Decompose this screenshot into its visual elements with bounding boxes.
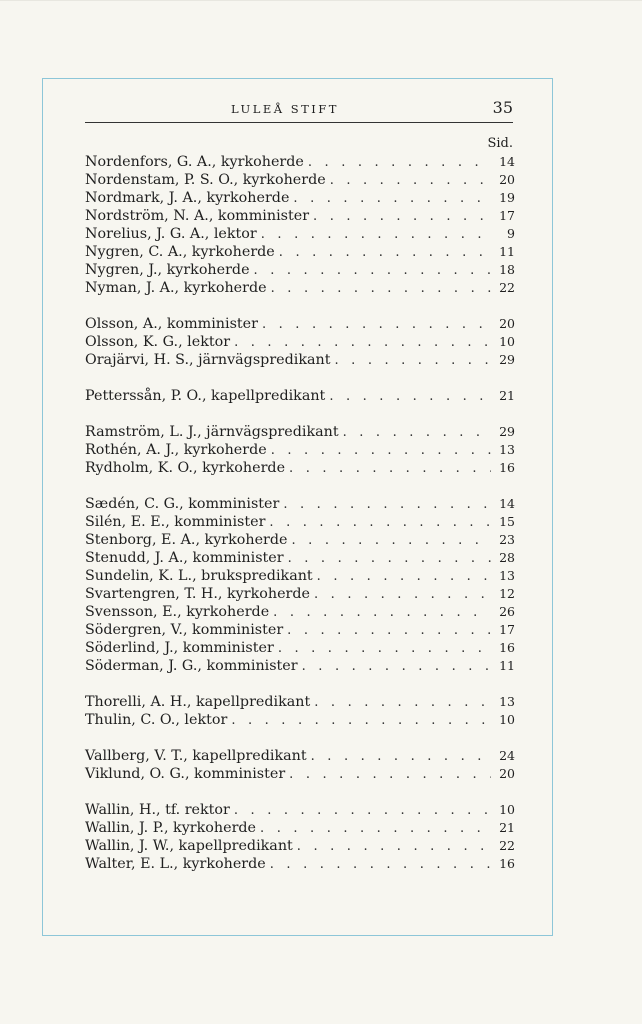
dot-leader [267, 280, 491, 298]
entry-name: Sædén, C. G., komminister [85, 496, 280, 512]
entry-name: Vallberg, V. T., kapellpredikant [85, 748, 307, 764]
dot-leader [250, 262, 491, 280]
entry-name: Ramström, L. J., järnvägspredikant [85, 424, 339, 440]
entry-name: Walter, E. L., kyrkoherde [85, 856, 266, 872]
entry-name: Wallin, H., tf. rektor [85, 802, 230, 818]
index-entry [85, 747, 515, 765]
entry-page-number: 16 [499, 640, 515, 655]
index-entry [85, 657, 515, 675]
entry-name: Olsson, A., komminister [85, 316, 258, 332]
letter-group [85, 153, 515, 297]
entry-page-number: 20 [499, 316, 515, 331]
entry-name: Nordenfors, G. A., kyrkoherde [85, 154, 304, 170]
running-title: LULEÅ STIFT [231, 102, 339, 116]
dot-leader [326, 172, 491, 190]
index-entry [85, 423, 515, 441]
entry-page-number: 16 [499, 460, 515, 475]
entry-name: Rothén, A. J., kyrkoherde [85, 442, 267, 458]
index-entry [85, 189, 515, 207]
entry-page-number: 20 [499, 172, 515, 187]
entry-page-number: 20 [499, 766, 515, 781]
entry-page-number: 15 [499, 514, 515, 529]
dot-leader [279, 496, 491, 514]
entry-name: Wallin, J. W., kapellpredikant [85, 838, 293, 854]
entry-name: Nygren, C. A., kyrkoherde [85, 244, 275, 260]
entry-name: Orajärvi, H. S., järnvägspredikant [85, 352, 331, 368]
entry-name: Stenudd, J. A., komminister [85, 550, 284, 566]
letter-group [85, 801, 515, 873]
entry-name: Söderlind, J., komminister [85, 640, 274, 656]
dot-leader [310, 694, 491, 712]
dot-leader [288, 532, 492, 550]
dot-leader [274, 640, 491, 658]
entry-page-number: 24 [499, 748, 515, 763]
index-entry [85, 819, 515, 837]
entry-name: Nygren, J., kyrkoherde [85, 262, 250, 278]
entry-name: Silén, E. E., komminister [85, 514, 266, 530]
index-entry [85, 207, 515, 225]
entry-page-number: 13 [499, 694, 515, 709]
dot-leader [313, 568, 491, 586]
entry-page-number: 12 [499, 586, 515, 601]
index-entry [85, 549, 515, 567]
entry-name: Södergren, V., komminister [85, 622, 284, 638]
name-index-list [85, 153, 515, 891]
entry-name: Thorelli, A. H., kapellpredikant [85, 694, 311, 710]
entry-page-number: 19 [499, 190, 515, 205]
entry-name: Viklund, O. G., komminister [85, 766, 286, 782]
index-entry [85, 279, 515, 297]
dot-leader [230, 802, 491, 820]
index-entry [85, 441, 515, 459]
entry-name: Nordström, N. A., komminister [85, 208, 310, 224]
index-entry [85, 837, 515, 855]
letter-group [85, 387, 515, 405]
index-entry [85, 225, 515, 243]
index-entry [85, 567, 515, 585]
index-entry [85, 639, 515, 657]
entry-page-number: 21 [499, 820, 515, 835]
entry-name: Svensson, E., kyrkoherde [85, 604, 270, 620]
dot-leader [266, 856, 491, 874]
index-entry [85, 243, 515, 261]
entry-page-number: 10 [499, 712, 515, 727]
dot-leader [230, 334, 491, 352]
entry-page-number: 29 [499, 352, 515, 367]
entry-name: Söderman, J. G., komminister [85, 658, 298, 674]
dot-leader [285, 766, 491, 784]
entry-name: Nyman, J. A., kyrkoherde [85, 280, 267, 296]
dot-leader [275, 244, 491, 262]
page-header [85, 100, 513, 123]
index-entry [85, 531, 515, 549]
dot-leader [339, 424, 491, 442]
letter-group [85, 423, 515, 477]
dot-leader [307, 748, 491, 766]
dot-leader [298, 658, 491, 676]
dot-leader [256, 820, 491, 838]
entry-page-number: 21 [499, 388, 515, 403]
entry-name: Petterssån, P. O., kapellpredikant [85, 388, 326, 404]
entry-name: Thulin, C. O., lektor [85, 712, 228, 728]
dot-leader [309, 208, 491, 226]
entry-page-number: 22 [499, 280, 515, 295]
dot-leader [289, 190, 491, 208]
index-entry [85, 801, 515, 819]
entry-page-number: 9 [507, 226, 515, 241]
index-entry [85, 315, 515, 333]
entry-page-number: 13 [499, 568, 515, 583]
entry-page-number: 22 [499, 838, 515, 853]
entry-page-number: 23 [499, 532, 515, 547]
entry-name: Nordenstam, P. S. O., kyrkoherde [85, 172, 326, 188]
entry-page-number: 10 [499, 334, 515, 349]
dot-leader [310, 586, 491, 604]
entry-name: Stenborg, E. A., kyrkoherde [85, 532, 288, 548]
index-entry [85, 693, 515, 711]
index-entry [85, 513, 515, 531]
entry-name: Rydholm, K. O., kyrkoherde [85, 460, 286, 476]
dot-leader [284, 550, 491, 568]
dot-leader [304, 154, 491, 172]
dot-leader [293, 838, 491, 856]
dot-leader [257, 226, 491, 244]
index-entry [85, 171, 515, 189]
dot-leader [330, 352, 491, 370]
index-entry [85, 603, 515, 621]
page-number: 35 [492, 98, 513, 117]
index-entry [85, 621, 515, 639]
entry-name: Sundelin, K. L., brukspredikant [85, 568, 313, 584]
entry-name: Olsson, K. G., lektor [85, 334, 231, 350]
entry-page-number: 14 [499, 496, 515, 511]
dot-leader [265, 514, 491, 532]
index-entry [85, 765, 515, 783]
entry-page-number: 17 [499, 208, 515, 223]
letter-group [85, 495, 515, 675]
dot-leader [283, 622, 491, 640]
letter-group [85, 693, 515, 729]
index-entry [85, 711, 515, 729]
entry-page-number: 26 [499, 604, 515, 619]
index-entry [85, 459, 515, 477]
entry-page-number: 10 [499, 802, 515, 817]
index-entry [85, 351, 515, 369]
dot-leader [325, 388, 491, 406]
index-entry [85, 855, 515, 873]
index-entry [85, 495, 515, 513]
dot-leader [227, 712, 491, 730]
page-column-header: Sid. [487, 136, 513, 151]
entry-page-number: 16 [499, 856, 515, 871]
entry-page-number: 29 [499, 424, 515, 439]
entry-page-number: 17 [499, 622, 515, 637]
entry-page-number: 11 [499, 244, 515, 259]
index-entry [85, 261, 515, 279]
entry-page-number: 13 [499, 442, 515, 457]
dot-leader [285, 460, 491, 478]
entry-page-number: 28 [499, 550, 515, 565]
entry-page-number: 18 [499, 262, 515, 277]
entry-name: Wallin, J. P., kyrkoherde [85, 820, 257, 836]
index-entry [85, 585, 515, 603]
letter-group [85, 747, 515, 783]
entry-name: Svartengren, T. H., kyrkoherde [85, 586, 310, 602]
index-entry [85, 387, 515, 405]
entry-page-number: 11 [499, 658, 515, 673]
dot-leader [267, 442, 491, 460]
entry-page-number: 14 [499, 154, 515, 169]
index-entry [85, 153, 515, 171]
letter-group [85, 315, 515, 369]
entry-name: Nordmark, J. A., kyrkoherde [85, 190, 290, 206]
dot-leader [269, 604, 491, 622]
entry-name: Norelius, J. G. A., lektor [85, 226, 257, 242]
dot-leader [258, 316, 491, 334]
index-entry [85, 333, 515, 351]
